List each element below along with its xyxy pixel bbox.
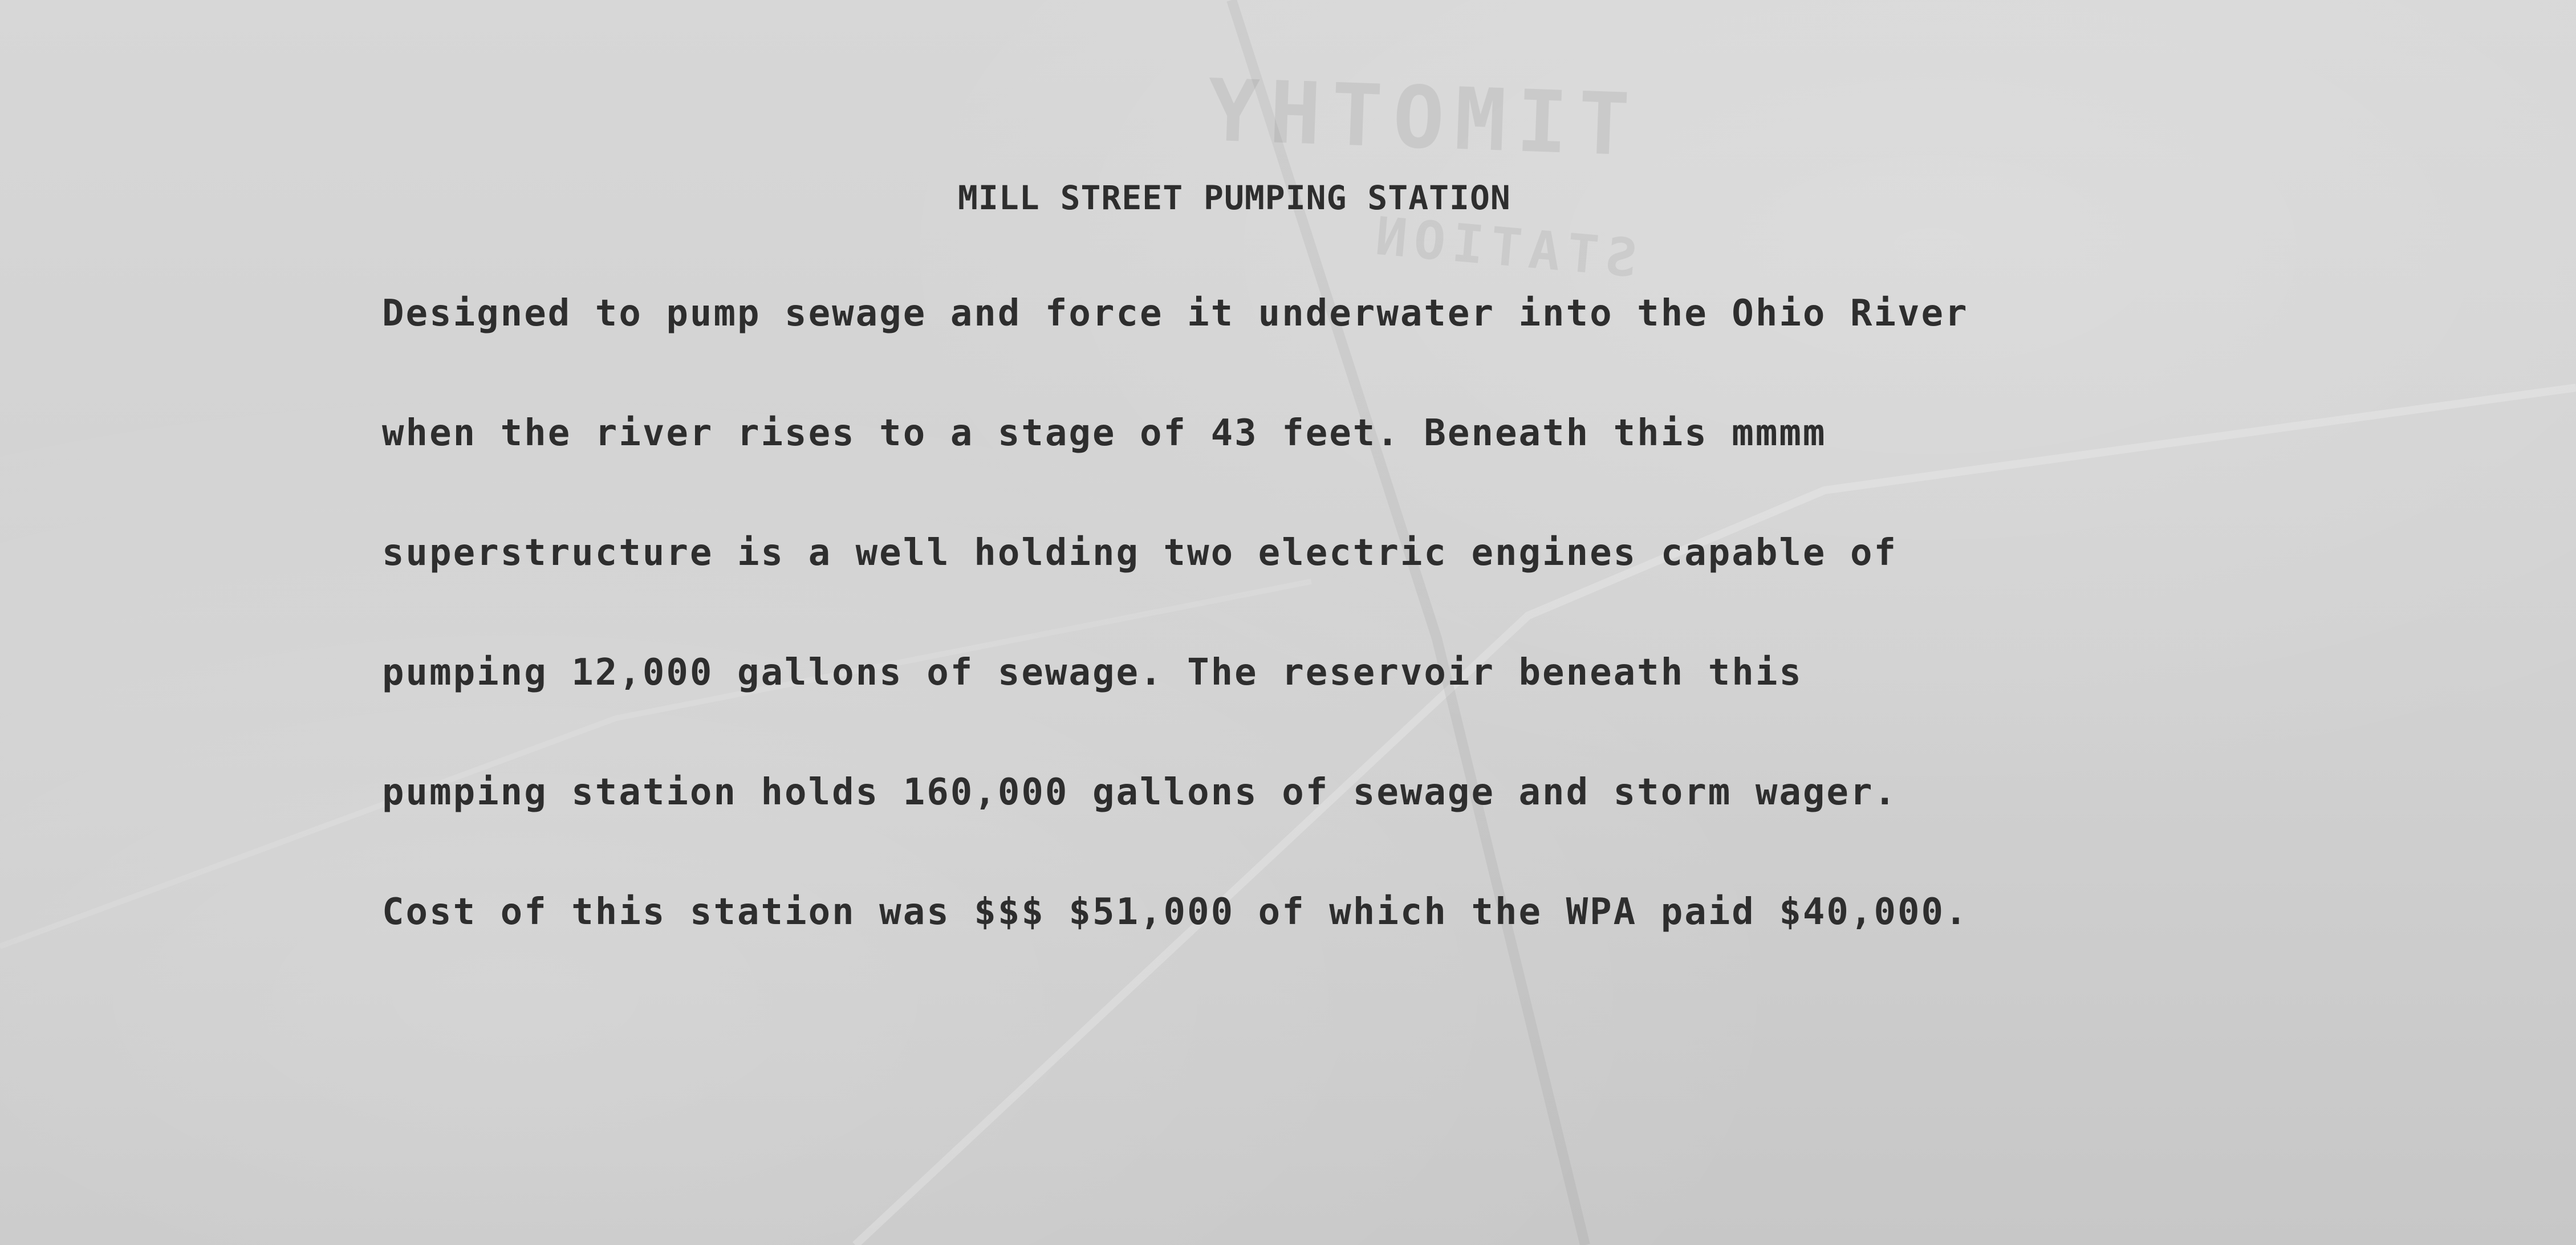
text-line: Cost of this station was $$$ $51,000 of which the WPA paid $40,000. [382, 891, 1969, 933]
text-line: superstructure is a well holding two electric engines capable of [382, 532, 1898, 574]
text-line: when the river rises to a stage of 43 feet. Beneath this mmmm [382, 412, 1827, 454]
bleed-through-text: TIMOTHY [1196, 60, 1631, 176]
document-body [382, 292, 1969, 1014]
document-title: MILL STREET PUMPING STATION [958, 178, 1511, 217]
text-line: pumping station holds 160,000 gallons of sewage and storm wager. [382, 771, 1898, 813]
text-line: Designed to pump sewage and force it underwater into the Ohio River [382, 292, 1969, 335]
bleed-through-text: STATION [1366, 205, 1640, 290]
text-line: pumping 12,000 gallons of sewage. The reservoir beneath this [382, 652, 1803, 694]
